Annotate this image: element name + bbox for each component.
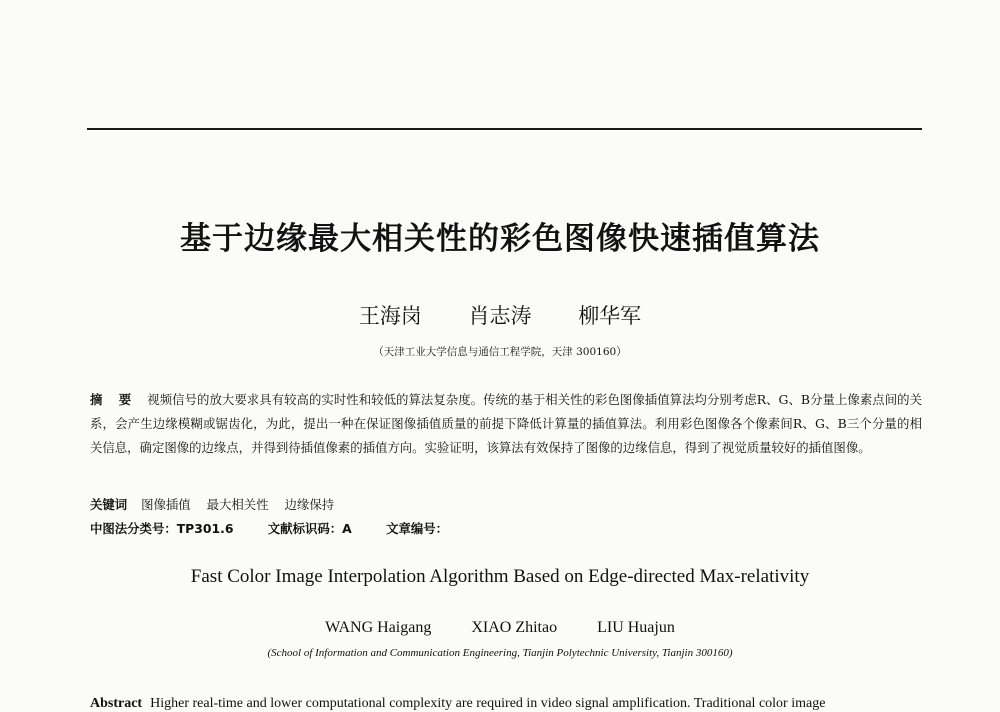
english-authors: [0, 619, 1000, 637]
en-author-2: XIAO Zhitao: [471, 619, 558, 636]
classification-line: [90, 519, 922, 537]
keywords-label: 关键词: [90, 497, 128, 512]
header-rule: [87, 128, 922, 130]
keyword: 最大相关性: [206, 497, 269, 512]
abstract-text: 视频信号的放大要求具有较高的实时性和较低的算法复杂度。传统的基于相关性的彩色图像插值算法均分别考虑R、G、B分量上像素点间的关系，会产生边缘模糊或锯齿化，为此，提出一种在保证图像插值质量的前提下降低计算量的插值算法。利用彩色图像各个像素间R、G、B三个分量的相关信息，确定图像的边缘点，并得到待插值像素的插值方向。实验证明，该算法有效保持了图像的边缘信息，得到了视觉质量较好的插值图像。: [90, 392, 922, 455]
keywords: [90, 495, 922, 513]
chinese-affiliation: （天津工业大学信息与通信工程学院，天津 300160）: [373, 346, 627, 358]
en-author-3: LIU Huajun: [597, 619, 675, 636]
en-abstract-label: Abstract: [90, 696, 143, 711]
author-2: 肖志涛: [468, 304, 532, 328]
keyword: 边缘保持: [284, 497, 335, 512]
chinese-title: 基于边缘最大相关性的彩色图像快速插值算法: [180, 221, 820, 257]
document-code: 文献标识码：A: [267, 521, 352, 536]
chinese-authors: [0, 300, 1000, 330]
author-1: 王海岗: [358, 304, 422, 328]
english-title: Fast Color Image Interpolation Algorithm Based on Edge-directed Max-relativity: [190, 566, 810, 587]
english-affiliation: (School of Information and Communication Engineering, Tianjin Polytechnic University, Tianjin 300160): [267, 647, 733, 659]
keyword: 图像插值: [141, 497, 191, 512]
chinese-abstract: [90, 388, 922, 460]
article-number: 文章编号：: [386, 521, 449, 536]
abstract-label: 摘 要: [90, 392, 138, 407]
clc-number: 中图法分类号：TP301.6: [90, 521, 234, 536]
english-abstract: [90, 696, 922, 712]
en-author-1: WANG Haigang: [325, 619, 432, 636]
en-abstract-text: Higher real-time and lower computational complexity are required in video signal amplification. Traditional color image: [150, 696, 826, 711]
author-3: 柳华军: [578, 304, 642, 328]
